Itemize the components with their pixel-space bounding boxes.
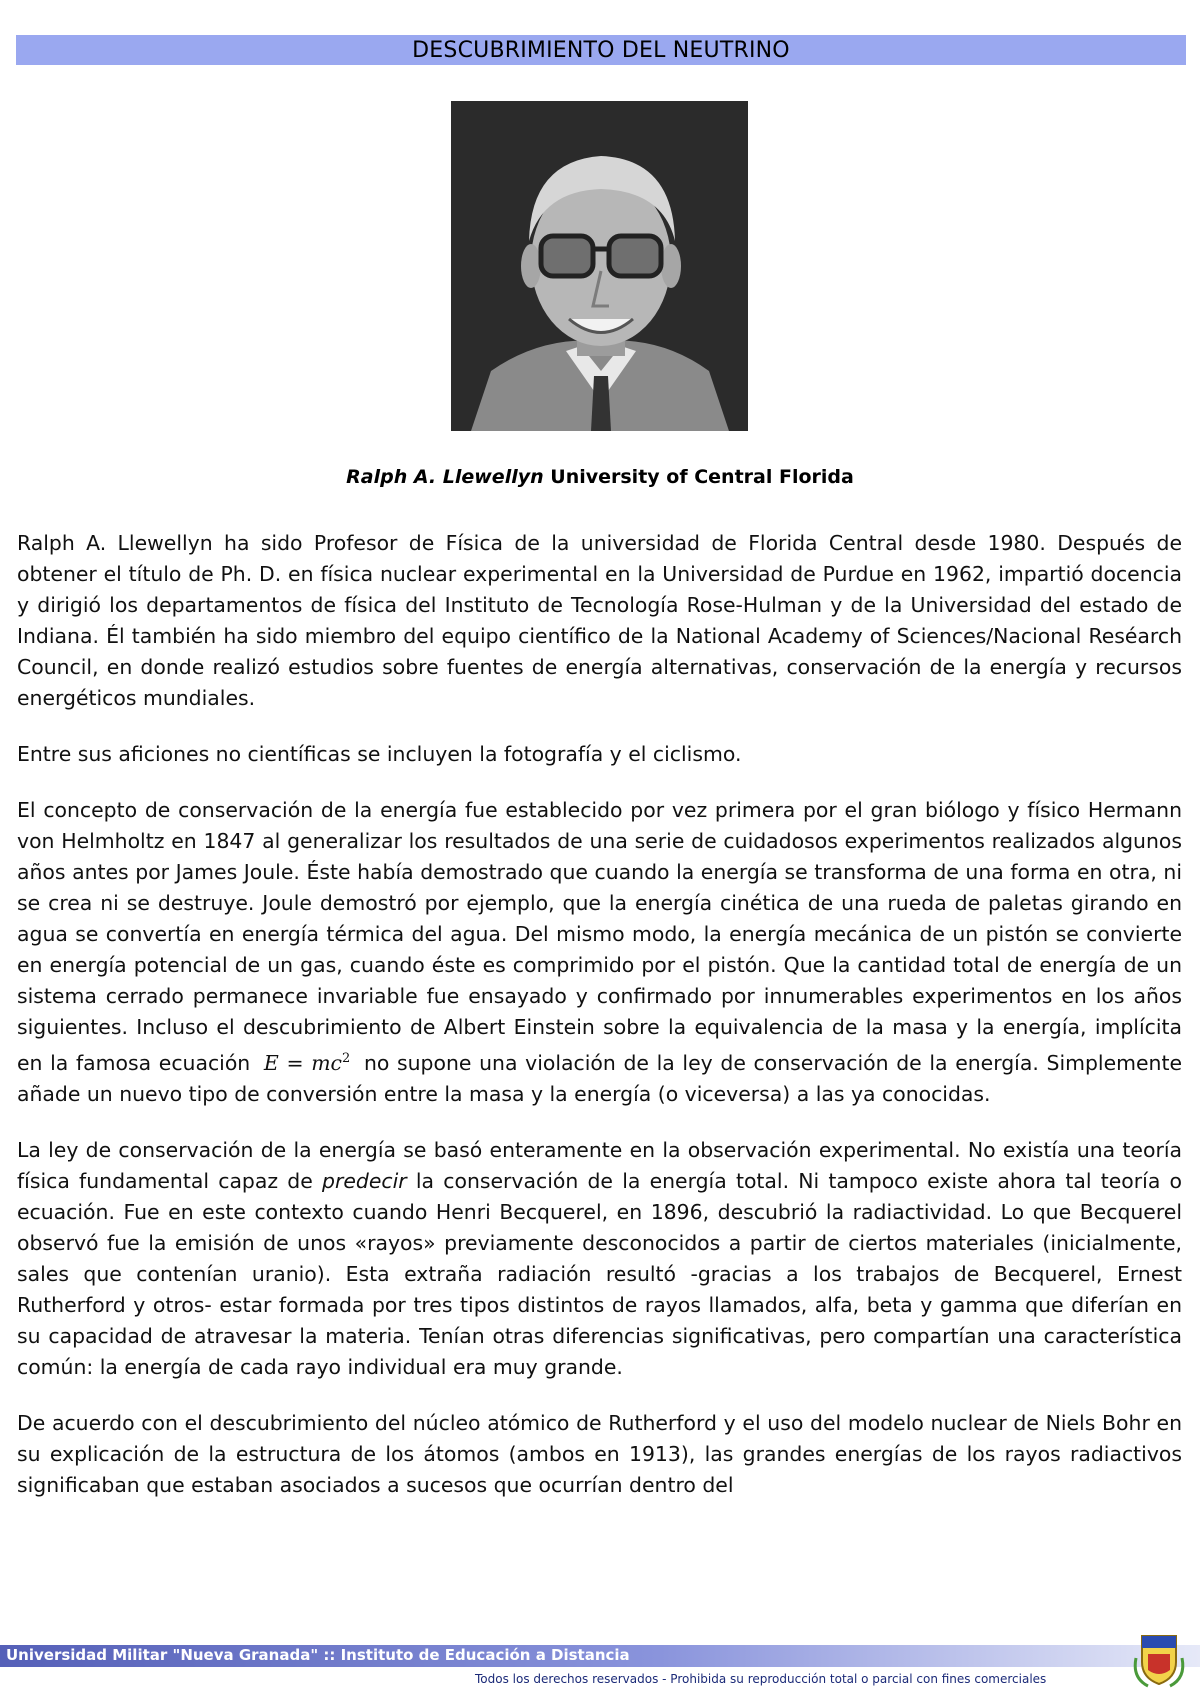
paragraph-2: Entre sus aficiones no científicas se incluyen la fotografía y el ciclismo. — [17, 742, 742, 766]
portrait-illustration — [451, 101, 748, 431]
article-body — [17, 528, 1182, 1526]
paragraph-4-text-a: La ley de conservación de la energía se basó enteramente en la observación experimental. No existía una teoría física fundamental capaz de — [17, 1137, 1182, 1193]
emphasis-predecir: predecir — [322, 1168, 407, 1193]
caption-name: Ralph A. Llewellyn — [346, 466, 544, 488]
photo-caption — [0, 466, 1200, 488]
paragraph-3-text-a: El concepto de conservación de la energía fue establecido por vez primera por el gran biólogo y físico Hermann von Helmholtz en 1847 al generalizar los resultados de una serie de cuidadosos experimentos realizados algunos años antes por James Joule. Éste había demostrado que cuando la energía se transforma de una forma en otra, ni se crea ni se destruye. Joule demostró por ejemplo, que la energía cinética de una rueda de paletas girando en agua se convertía en energía térmica del agua. Del mismo modo, la energía mecánica de un pistón se convierte en energía potencial de un gas, cuando éste es comprimido por el pistón. Que la cantidad total de energía de un sistema cerrado permanece invariable fue ensayado y confirmado por innumerables experimentos en los años siguientes. Incluso el descubrimiento de Albert Einstein sobre la equivalencia de la masa y la energía, implícita en la famosa ecuación — [17, 798, 1182, 1075]
equation-exponent: 2 — [341, 1051, 351, 1066]
paragraph-4 — [17, 1135, 1182, 1383]
paragraph-3 — [17, 795, 1182, 1110]
paragraph-5: De acuerdo con el descubrimiento del núcleo atómico de Rutherford y el uso del modelo nuclear de Niels Bohr en su explicación de la estructura de los átomos (ambos en 1913), las grandes energías de los rayos radiactivos significaban que estaban asociados a sucesos que ocurrían dentro del — [17, 1410, 1182, 1497]
page-title: DESCUBRIMIENTO DEL NEUTRINO — [412, 37, 790, 63]
paragraph-4-text-b: la conservación de la energía total. Ni tampoco existe ahora tal teoría o ecuación. Fue en este contexto cuando Henri Becquerel, en 1896, descubrió la radiactividad. Lo que Becquerel observó fue la emisión de unos «rayos» previamente desconocidos a partir de ciertos materiales (inicialmente, sales que contenían uranio). Esta extraña radiación resultó -gracias a los trabajos de Becquerel, Ernest Rutherford y otros- estar formada por tres tipos distintos de rayos llamados, alfa, beta y gamma que diferían en su capacidad de atravesar la materia. Tenían otras diferencias significativas, pero compartían una característica común: la energía de cada rayo individual era muy grande. — [17, 1168, 1183, 1379]
title-bar — [16, 35, 1186, 65]
footer-institution: Universidad Militar "Nueva Granada" :: Instituto de Educación a Distancia — [6, 1646, 630, 1664]
equation-base: E = mc — [263, 1050, 342, 1075]
equation — [258, 1051, 356, 1075]
paragraph-1: Ralph A. Llewellyn ha sido Profesor de Física de la universidad de Florida Central desde 1980. Después de obtener el título de Ph. D. en física nuclear experimental en la Universidad de Purdue en 1962, impartió docencia y dirigió los departamentos de física del Instituto de Tecnología Rose-Hulman y de la Universidad del estado de Indiana. Él también ha sido miembro del equipo científico de la National Academy of Sciences/Nacional Reséarch Council, en donde realizó estudios sobre fuentes de energía alternativas, conservación de la energía y recursos energéticos mundiales. — [17, 531, 1182, 710]
university-crest-icon — [1128, 1628, 1190, 1692]
footer-rights: Todos los derechos reservados - Prohibida su reproducción total o parcial con fines comerciales — [475, 1672, 1047, 1686]
paragraph-3-text-b: no supone una violación de la ley de conservación de la energía. Simplemente añade un nuevo tipo de conversión entre la masa y la energía (o viceversa) a las ya conocidas. — [17, 1050, 1182, 1106]
footer-bar — [0, 1645, 1200, 1667]
caption-affiliation: University of Central Florida — [550, 466, 854, 488]
portrait-photo — [451, 101, 748, 431]
